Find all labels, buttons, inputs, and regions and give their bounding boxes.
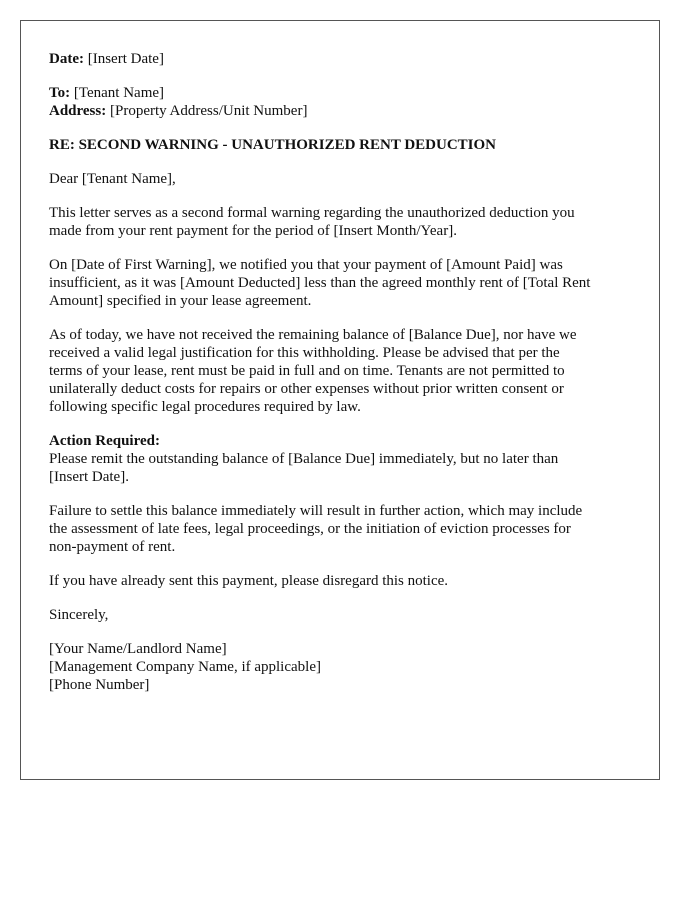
to-line [49, 84, 631, 102]
subject-line: RE: SECOND WARNING - UNAUTHORIZED RENT DEDUCTION [49, 137, 497, 153]
address-label: Address: [49, 103, 107, 119]
paragraph-line: non-payment of rent. [49, 539, 176, 555]
paragraph-line: following specific legal procedures required by law. [49, 399, 361, 415]
paragraph-line: terms of your lease, rent must be paid in full and on time. Tenants are not permitted to [49, 363, 565, 379]
to-label: To: [49, 85, 71, 101]
paragraph-line: Please remit the outstanding balance of [Balance Due] immediately, but no later than [49, 451, 559, 467]
paragraph-line: [Insert Date]. [49, 469, 129, 485]
salutation: Dear [Tenant Name], [49, 171, 176, 187]
paragraph-line: On [Date of First Warning], we notified you that your payment of [Amount Paid] was [49, 257, 563, 273]
signature-name: [Your Name/Landlord Name] [49, 641, 227, 657]
recipient-block [49, 84, 631, 120]
paragraph-line: the assessment of late fees, legal proceedings, or the initiation of eviction processes for [49, 521, 571, 537]
paragraph-3 [49, 326, 631, 416]
signature-company: [Management Company Name, if applicable] [49, 659, 321, 675]
paragraph-line: This letter serves as a second formal warning regarding the unauthorized deduction you [49, 205, 575, 221]
paragraph-line: Amount] specified in your lease agreement. [49, 293, 312, 309]
address-line [49, 102, 631, 120]
paragraph-line: insufficient, as it was [Amount Deducted] less than the agreed monthly rent of [Total Rent [49, 275, 591, 291]
letter-page [20, 20, 660, 780]
date-line [49, 50, 631, 68]
signature-phone: [Phone Number] [49, 677, 150, 693]
closing: Sincerely, [49, 607, 109, 623]
paragraph-4 [49, 502, 631, 556]
to-value: [Tenant Name] [73, 85, 165, 101]
paragraph-line: made from your rent payment for the period of [Insert Month/Year]. [49, 223, 457, 239]
paragraph-line: received a valid legal justification for this withholding. Please be advised that per the [49, 345, 560, 361]
date-value: [Insert Date] [87, 51, 164, 67]
paragraph-2 [49, 256, 631, 310]
paragraph-1 [49, 204, 631, 240]
signature-block [49, 640, 631, 694]
paragraph-5: If you have already sent this payment, please disregard this notice. [49, 573, 449, 589]
address-value: [Property Address/Unit Number] [109, 103, 308, 119]
paragraph-line: Failure to settle this balance immediately will result in further action, which may include [49, 503, 583, 519]
action-required-heading: Action Required: [49, 433, 160, 449]
date-label: Date: [49, 51, 84, 67]
paragraph-line: unilaterally deduct costs for repairs or other expenses without prior written consent or [49, 381, 564, 397]
action-required-section [49, 432, 631, 486]
paragraph-line: As of today, we have not received the remaining balance of [Balance Due], nor have we [49, 327, 577, 343]
